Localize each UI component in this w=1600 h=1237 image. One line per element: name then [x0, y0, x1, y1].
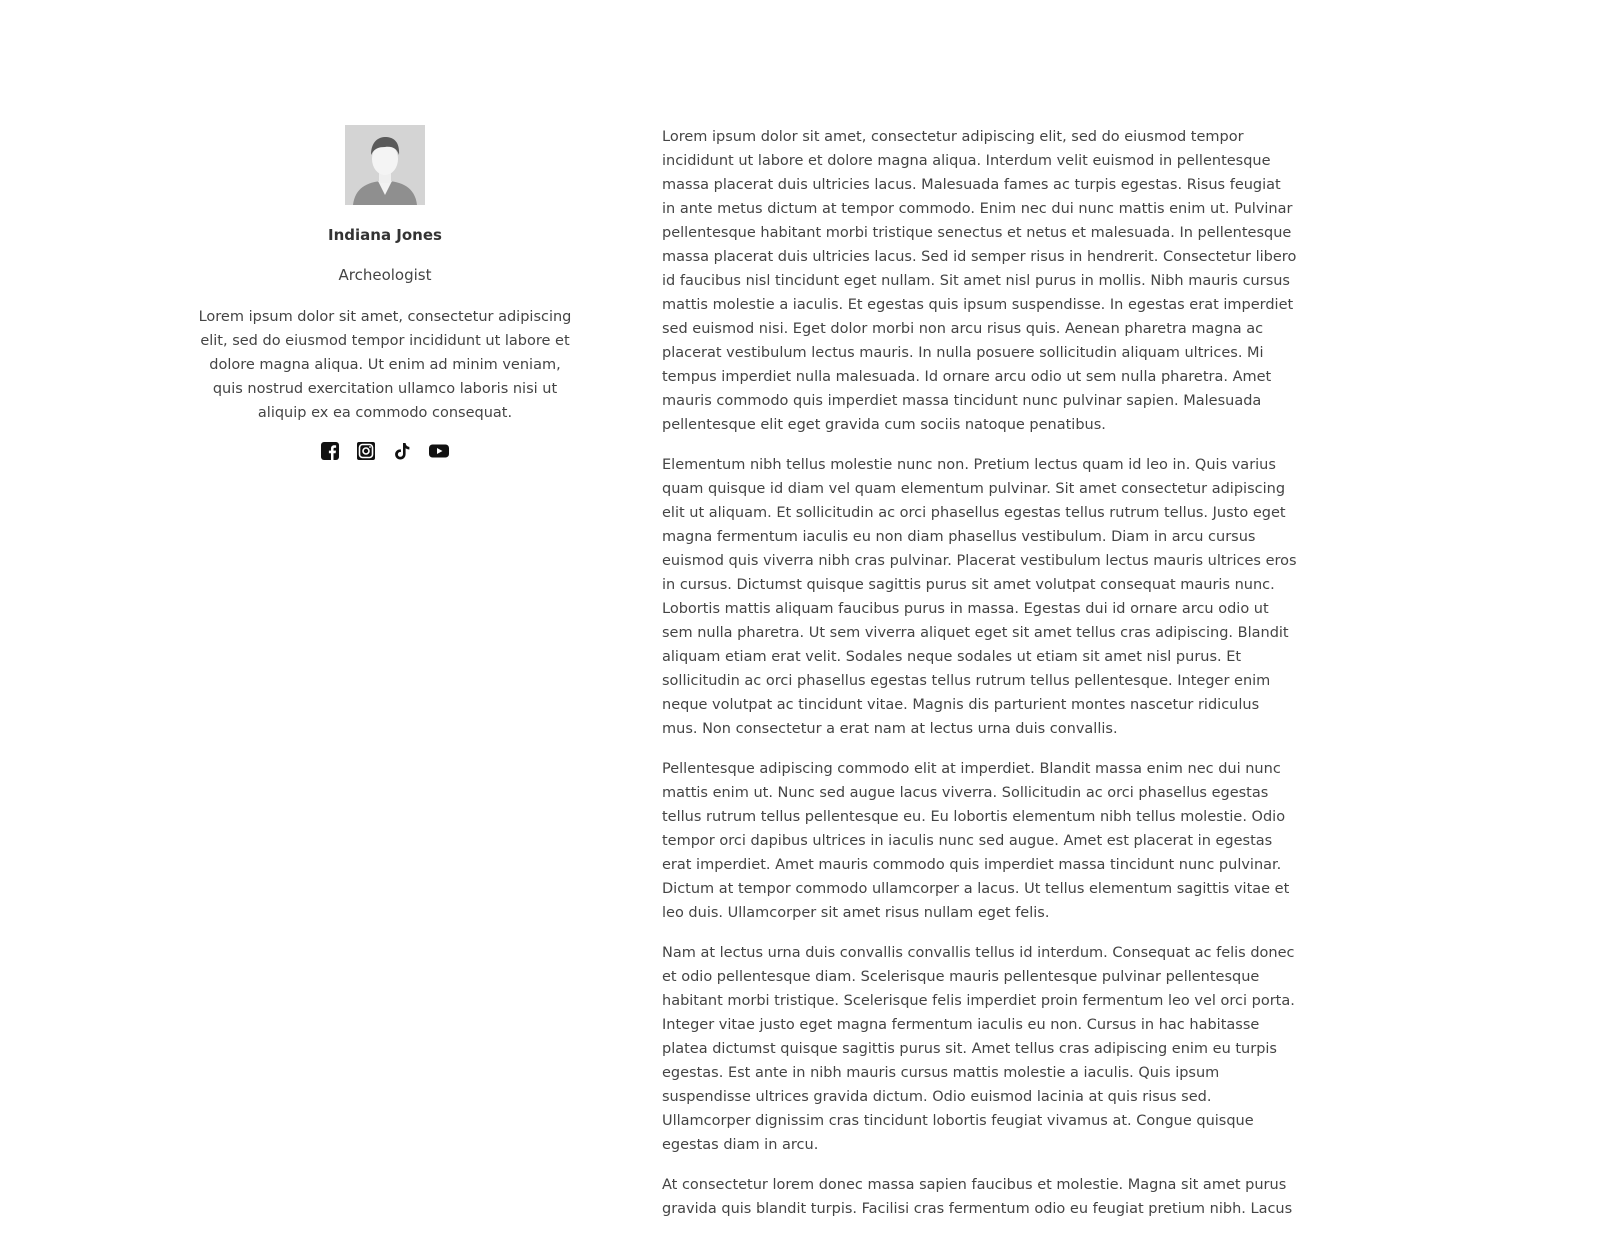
content-paragraph: Nam at lectus urna duis convallis convallis tellus id interdum. Consequat ac felis donec et odio pellentesque diam. Scelerisque mauris pellentesque pulvinar pellentesque habitant morbi tristique. Scelerisque felis imperdiet proin fermentum leo vel orci porta. Integer vitae justo eget magna fermentum iaculis eu non. Cursus in hac habitasse platea dictumst quisque sagittis purus sit. Amet tellus cras adipiscing enim eu turpis egestas. Est ante in nibh mauris cursus mattis molestie a iaculis. Quis ipsum suspendisse ultrices gravida dictum. Odio euismod lacinia at quis risus sed. Ullamcorper dignissim cras tincidunt lobortis feugiat vivamus at. Congue quisque egestas diam in arcu.	[662, 945, 1295, 1153]
profile-bio: Lorem ipsum dolor sit amet, consectetur adipiscing elit, sed do eiusmod tempor incididunt ut labore et dolore magna aliqua. Ut enim ad minim veniam, quis nostrud exercitation ullamco laboris nisi ut aliquip ex ea commodo consequat.	[198, 309, 572, 421]
profile-name: Indiana Jones	[328, 226, 442, 244]
content-paragraph: Elementum nibh tellus molestie nunc non. Pretium lectus quam id leo in. Quis varius quam quisque id diam vel quam elementum pulvinar. Sit amet consectetur adipiscing elit ut aliquam. Et sollicitudin ac orci phasellus egestas tellus rutrum tellus. Justo eget magna fermentum iaculis eu non diam phasellus vestibulum. Diam in arcu cursus euismod quis viverra nibh cras pulvinar. Placerat vestibulum lectus mauris ultrices eros in cursus. Dictumst quisque sagittis purus sit amet volutpat consequat mauris nunc. Lobortis mattis aliquam faucibus purus in massa. Egestas dui id ornare arcu odio ut sem nulla pharetra. Ut sem viverra aliquet eget sit amet tellus cras adipiscing. Blandit aliquam etiam erat velit. Sodales neque sodales ut etiam sit amet nisl purus. Et sollicitudin ac orci phasellus egestas tellus rutrum tellus pellentesque. Integer enim neque volutpat ac tincidunt vitae. Magnis dis parturient montes nascetur ridiculus mus. Non consectetur a erat nam at lectus urna duis convallis.	[662, 457, 1297, 737]
instagram-icon[interactable]	[356, 441, 376, 461]
social-links	[195, 441, 575, 461]
profile-role: Archeologist	[338, 266, 432, 284]
main-content	[662, 125, 1297, 1237]
content-paragraph: Pellentesque adipiscing commodo elit at imperdiet. Blandit massa enim nec dui nunc mattis enim ut. Nunc sed augue lacus viverra. Sollicitudin ac orci phasellus egestas tellus rutrum tellus pellentesque eu. Eu lobortis elementum nibh tellus molestie. Odio tempor orci dapibus ultrices in iaculis nunc sed augue. Amet est placerat in egestas erat imperdiet. Amet mauris commodo quis imperdiet massa tincidunt nunc pulvinar. Dictum at tempor commodo ullamcorper a lacus. Ut tellus elementum sagittis vitae et leo duis. Ullamcorper sit amet risus nullam eget felis.	[662, 761, 1290, 921]
avatar	[345, 125, 425, 205]
tiktok-icon[interactable]	[392, 441, 412, 461]
user-avatar-icon	[345, 125, 425, 205]
content-paragraph: Lorem ipsum dolor sit amet, consectetur adipiscing elit, sed do eiusmod tempor incididunt ut labore et dolore magna aliqua. Interdum velit euismod in pellentesque massa placerat duis ultricies lacus. Malesuada fames ac turpis egestas. Risus feugiat in ante metus dictum at tempor commodo. Enim nec dui nunc mattis enim ut. Pulvinar pellentesque habitant morbi tristique senectus et netus et malesuada. In pellentesque massa placerat duis ultricies lacus. Sed id semper risus in hendrerit. Consectetur libero id faucibus nisl tincidunt eget nullam. Sit amet nisl purus in mollis. Nibh mauris cursus mattis molestie a iaculis. Et egestas quis ipsum suspendisse. In egestas erat imperdiet sed euismod nisi. Eget dolor morbi non arcu risus quis. Aenean pharetra magna ac placerat vestibulum lectus mauris. In nulla posuere sollicitudin aliquam ultrices. Mi tempus imperdiet nulla malesuada. Id ornare arcu odio ut sem nulla pharetra. Amet mauris commodo quis imperdiet massa tincidunt nunc pulvinar sapien. Malesuada pellentesque elit eget gravida cum sociis natoque penatibus.	[662, 129, 1297, 433]
youtube-icon[interactable]	[428, 441, 450, 461]
content-paragraph: At consectetur lorem donec massa sapien faucibus et molestie. Magna sit amet purus gravida quis blandit turpis. Facilisi cras fermentum odio eu feugiat pretium nibh. Lacus	[662, 1177, 1293, 1217]
facebook-icon[interactable]	[320, 441, 340, 461]
profile-card	[195, 125, 575, 461]
